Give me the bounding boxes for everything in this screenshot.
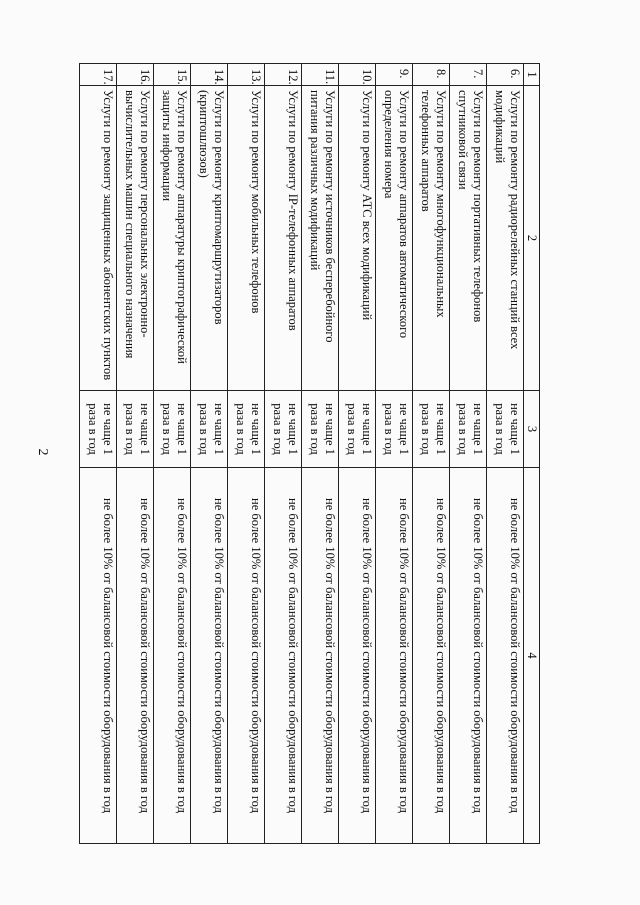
row-number: 6.	[487, 64, 524, 86]
frequency-cell: не чаще 1 раза в год	[413, 391, 450, 468]
limit-cell: не более 10% от балансовой стоимости оборудования в год	[191, 468, 228, 844]
header-cell: 4	[524, 468, 540, 844]
table-row	[450, 64, 487, 844]
limit-cell: не более 10% от балансовой стоимости оборудования в год	[302, 468, 339, 844]
row-number: 17.	[80, 64, 117, 86]
limit-cell: не более 10% от балансовой стоимости оборудования в год	[487, 468, 524, 844]
limit-cell: не более 10% от балансовой стоимости оборудования в год	[117, 468, 154, 844]
row-number: 13.	[228, 64, 265, 86]
rotated-table-container	[86, 63, 540, 843]
frequency-cell: не чаще 1 раза в год	[80, 391, 117, 468]
services-table	[79, 63, 540, 844]
table-row	[302, 64, 339, 844]
service-name: Услуги по ремонту аппаратов автоматического определения номера	[376, 86, 413, 391]
table-row	[228, 64, 265, 844]
row-number: 10.	[339, 64, 376, 86]
service-name: Услуги по ремонту многофункциональных телефонных аппаратов	[413, 86, 450, 391]
header-cell: 1	[524, 64, 540, 86]
limit-cell: не более 10% от балансовой стоимости оборудования в год	[339, 468, 376, 844]
row-number: 9.	[376, 64, 413, 86]
frequency-cell: не чаще 1 раза в год	[450, 391, 487, 468]
limit-cell: не более 10% от балансовой стоимости оборудования в год	[450, 468, 487, 844]
row-number: 11.	[302, 64, 339, 86]
service-name: Услуги по ремонту радиорелейных станций всех модификаций	[487, 86, 524, 391]
frequency-cell: не чаще 1 раза в год	[265, 391, 302, 468]
service-name: Услуги по ремонту криптомаршрутизаторов (криптошлюзов)	[191, 86, 228, 391]
header-cell: 3	[524, 391, 540, 468]
service-name: Услуги по ремонту персональных электронно-вычислительных машин специального назначения	[117, 86, 154, 391]
limit-cell: не более 10% от балансовой стоимости оборудования в год	[376, 468, 413, 844]
frequency-cell: не чаще 1 раза в год	[154, 391, 191, 468]
service-name: Услуги по ремонту мобильных телефонов	[228, 86, 265, 391]
table-row	[265, 64, 302, 844]
table-row	[413, 64, 450, 844]
service-name: Услуги по ремонту аппаратуры криптографической защиты информации	[154, 86, 191, 391]
limit-cell: не более 10% от балансовой стоимости оборудования в год	[228, 468, 265, 844]
frequency-cell: не чаще 1 раза в год	[117, 391, 154, 468]
table-row	[117, 64, 154, 844]
limit-cell: не более 10% от балансовой стоимости оборудования в год	[80, 468, 117, 844]
frequency-cell: не чаще 1 раза в год	[191, 391, 228, 468]
row-number: 16.	[117, 64, 154, 86]
table-row	[487, 64, 524, 844]
limit-cell: не более 10% от балансовой стоимости оборудования в год	[154, 468, 191, 844]
limit-cell: не более 10% от балансовой стоимости оборудования в год	[413, 468, 450, 844]
frequency-cell: не чаще 1 раза в год	[228, 391, 265, 468]
page-number: 2	[35, 448, 50, 456]
table-row	[376, 64, 413, 844]
table-row	[154, 64, 191, 844]
service-name: Услуги по ремонту защищенных абонентских пунктов	[80, 86, 117, 391]
limit-cell: не более 10% от балансовой стоимости оборудования в год	[265, 468, 302, 844]
row-number: 8.	[413, 64, 450, 86]
frequency-cell: не чаще 1 раза в год	[487, 391, 524, 468]
service-name: Услуги по ремонту источников бесперебойного питания различных модификаций	[302, 86, 339, 391]
table-body	[80, 64, 524, 844]
service-name: Услуги по ремонту IP-телефонных аппаратов	[265, 86, 302, 391]
row-number: 7.	[450, 64, 487, 86]
table-row	[191, 64, 228, 844]
row-number: 15.	[154, 64, 191, 86]
row-number: 12.	[265, 64, 302, 86]
frequency-cell: не чаще 1 раза в год	[376, 391, 413, 468]
service-name: Услуги по ремонту портативных телефонов спутниковой связи	[450, 86, 487, 391]
service-name: Услуги по ремонту АТС всех модификаций	[339, 86, 376, 391]
table-row	[80, 64, 117, 844]
frequency-cell: не чаще 1 раза в год	[339, 391, 376, 468]
frequency-cell: не чаще 1 раза в год	[302, 391, 339, 468]
row-number: 14.	[191, 64, 228, 86]
table-row	[339, 64, 376, 844]
header-row	[524, 64, 540, 844]
header-cell: 2	[524, 86, 540, 391]
